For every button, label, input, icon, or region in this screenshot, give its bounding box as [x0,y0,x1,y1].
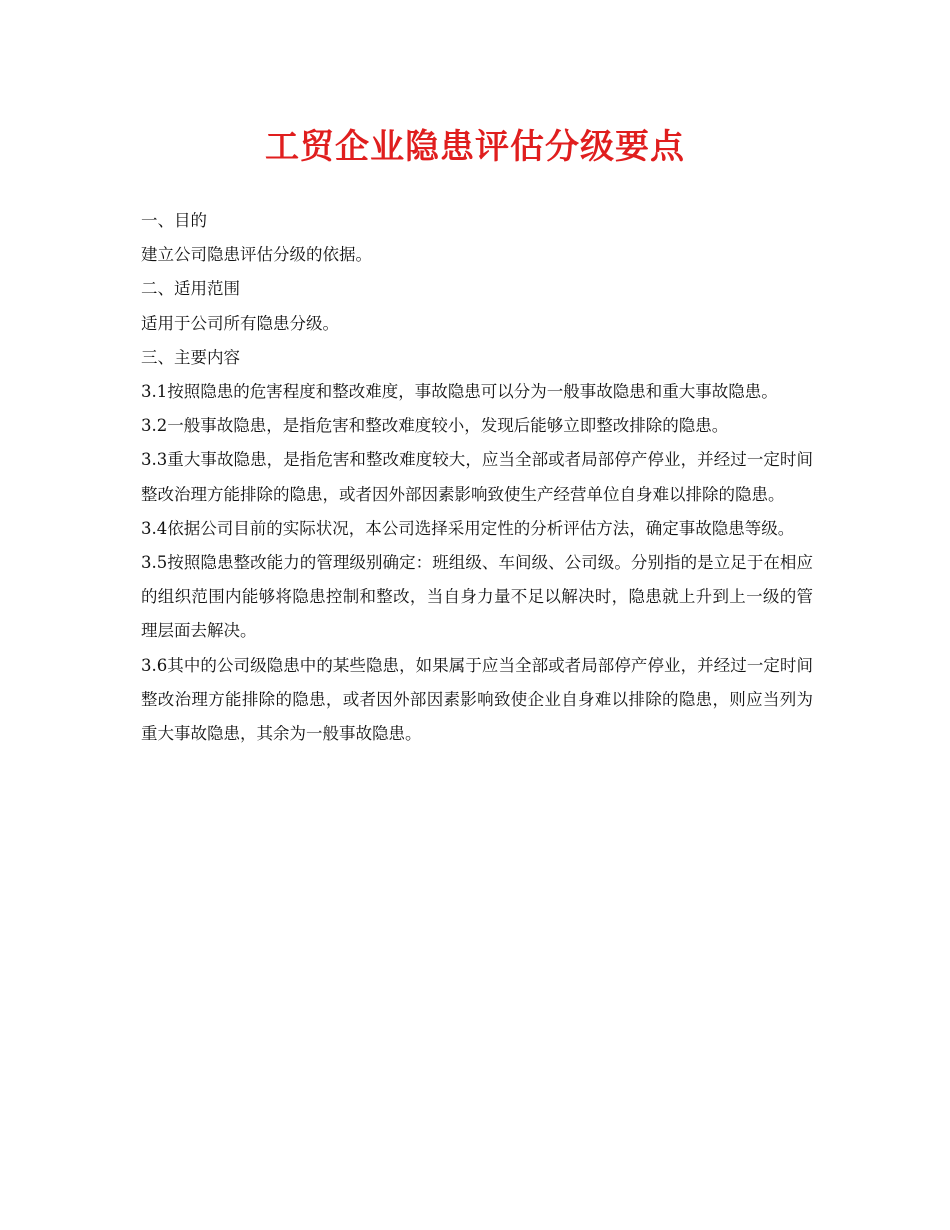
paragraph-purpose: 建立公司隐患评估分级的依据。 [141,245,372,265]
paragraph-3-4: 3.4依据公司目前的实际状况，本公司选择采用定性的分析评估方法，确定事故隐患等级。 [141,518,795,538]
section-heading-content: 三、主要内容 [141,347,240,367]
paragraph-3-2: 3.2一般事故隐患，是指危害和整改难度较小，发现后能够立即整改排除的隐患。 [141,416,729,436]
paragraph-3-1: 3.1按照隐患的危害程度和整改难度，事故隐患可以分为一般事故隐患和重大事故隐患。 [141,382,778,402]
section-heading-scope: 二、适用范围 [141,279,240,299]
paragraph-scope: 适用于公司所有隐患分级。 [141,313,339,333]
paragraph-3-6: 3.6其中的公司级隐患中的某些隐患，如果属于应当全部或者局部停产停业，并经过一定时间整改治理方能排除的隐患，或者因外部因素影响致使企业自身难以排除的隐患，则应当列为重大事故隐患，其余为一般事故隐患。 [141,655,813,744]
paragraph-3-3: 3.3重大事故隐患，是指危害和整改难度较大，应当全部或者局部停产停业，并经过一定时间整改治理方能排除的隐患，或者因外部因素影响致使生产经营单位自身难以排除的隐患。 [141,450,813,504]
document-body [141,204,813,751]
section-heading-purpose: 一、目的 [141,211,207,230]
document-title: 工贸企业隐患评估分级要点 [265,127,685,167]
paragraph-3-5: 3.5按照隐患整改能力的管理级别确定：班组级、车间级、公司级。分别指的是立足于在相应的组织范围内能够将隐患控制和整改，当自身力量不足以解决时，隐患就上升到上一级的管理层面去解决。 [141,553,813,641]
